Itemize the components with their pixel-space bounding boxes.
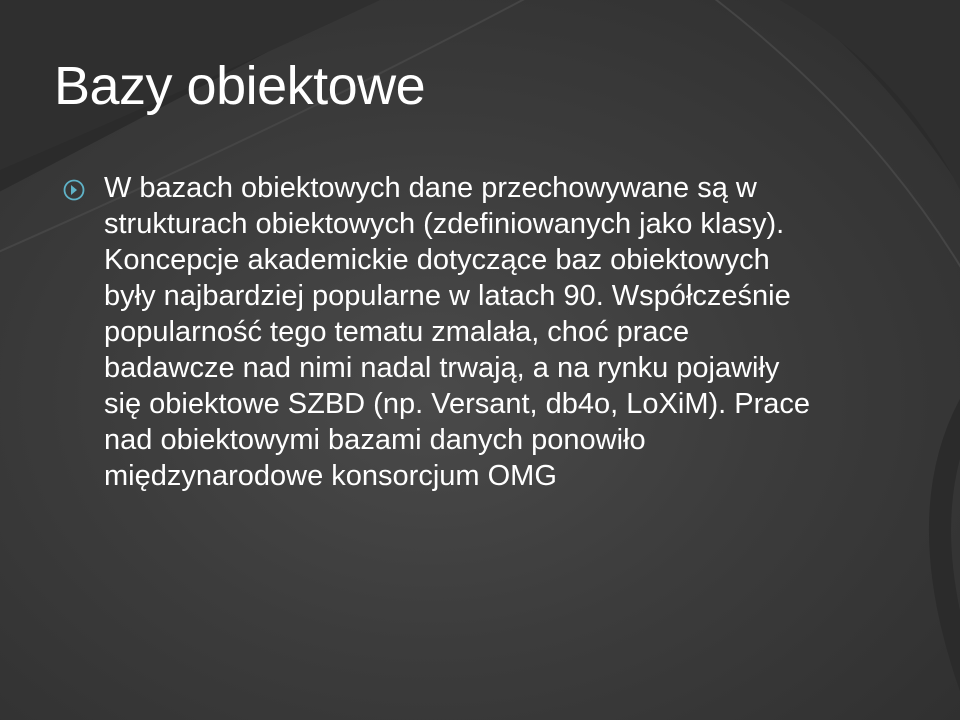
bullet-list (62, 170, 822, 494)
bullet-text: W bazach obiektowych dane przechowywane są w strukturach obiektowych (zdefiniowanych jako klasy). Koncepcje akademickie dotyczące baz obiektowych były najbardziej popularne w latach 90. Współcześnie popularność tego tematu zmalała, choć prace badawcze nad nimi nadal trwają, a na rynku pojawiły się obiektowe SZBD (np. Versant, db4o, LoXiM). Prace nad obiektowymi bazami danych ponowiło międzynarodowe konsorcjum OMG (104, 172, 811, 492)
slide-title: Bazy obiektowe (54, 56, 426, 116)
bullet-item (62, 170, 822, 494)
decor-curve-right (940, 360, 960, 720)
decor-shape-top-right (780, 0, 960, 190)
target-bullet-icon (62, 178, 86, 202)
